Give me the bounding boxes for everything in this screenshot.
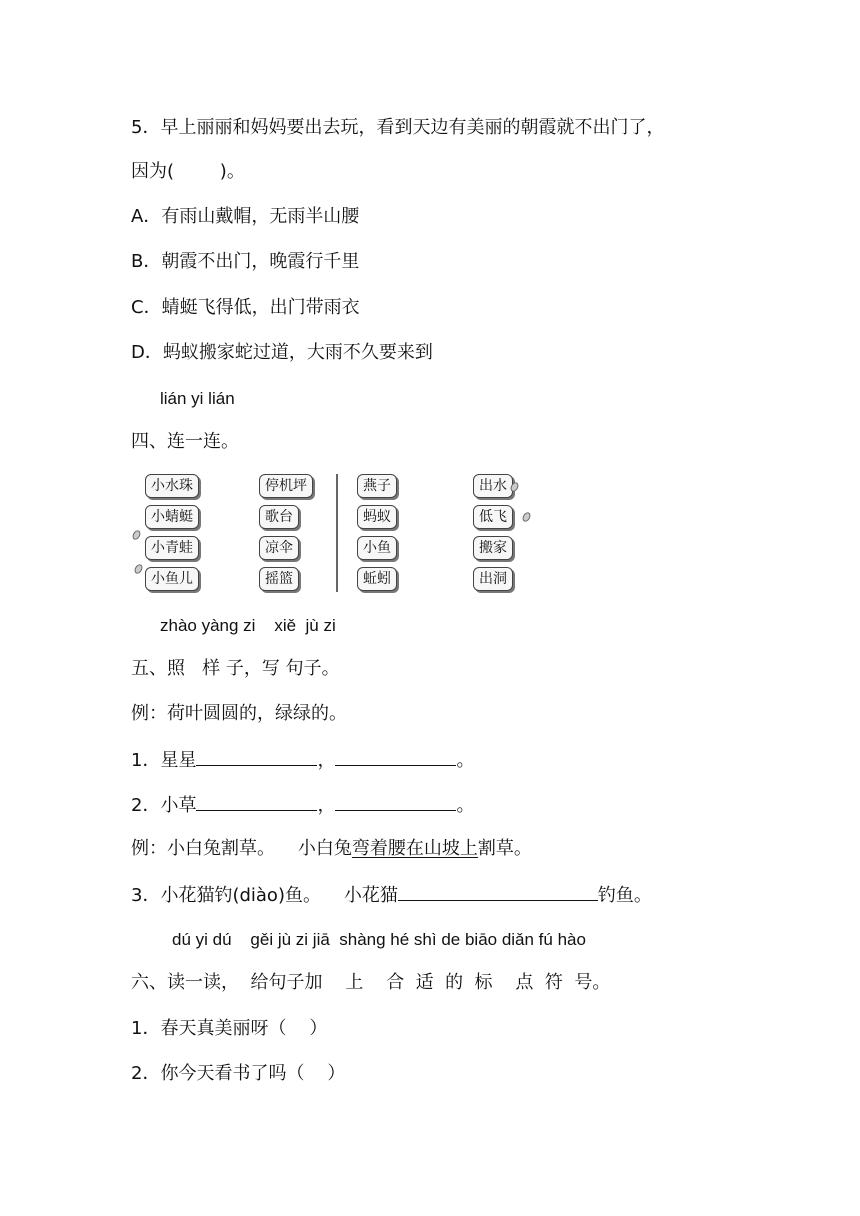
section6-title: 六、读一读， 给句子加 上 合 适 的 标 点 符 号。 <box>131 972 611 993</box>
section6-item-1: 1．春天真美丽呀（ ） <box>131 1018 328 1039</box>
answer-blank[interactable] <box>196 747 317 766</box>
example-2-end: 割草。 <box>477 838 532 859</box>
q5-option-b: B．朝霞不出门，晚霞行千里 <box>131 251 360 272</box>
item-3 <box>131 882 652 908</box>
section4-title: 四、连一连。 <box>131 431 239 452</box>
item-2 <box>131 792 474 818</box>
matching-exercise <box>135 468 530 596</box>
comma: ， <box>317 750 336 771</box>
section5-pinyin: zhào yàng zi xiě jù zi <box>160 616 336 635</box>
comma: ， <box>317 795 336 816</box>
section4-pinyin: lián yi lián <box>160 389 235 408</box>
match-left-item[interactable]: 小鱼 <box>357 536 397 560</box>
droplet-icon <box>521 511 532 523</box>
match-left-item[interactable]: 小蜻蜓 <box>145 505 199 529</box>
example-2-underlined: 弯着腰在山坡上 <box>351 838 478 859</box>
match-left-item[interactable]: 燕子 <box>357 474 397 498</box>
example-2 <box>131 837 532 861</box>
section5-title: 五、照 样 子，写 句子。 <box>131 658 340 679</box>
section6-item-2: 2．你今天看书了吗（ ） <box>131 1063 346 1084</box>
example-2-text: 例：小白兔割草。 小白兔 <box>131 838 352 859</box>
droplet-icon <box>131 529 142 541</box>
period: 。 <box>456 750 475 771</box>
item-3-text: 3．小花猫钓(diào)鱼。 小花猫 <box>131 885 398 906</box>
match-right-item[interactable]: 出洞 <box>473 567 513 591</box>
match-right-item[interactable]: 停机坪 <box>259 474 313 498</box>
match-left-item[interactable]: 小鱼儿 <box>145 567 199 591</box>
match-left-item[interactable]: 蚯蚓 <box>357 567 397 591</box>
match-left-item[interactable]: 蚂蚁 <box>357 505 397 529</box>
example-1: 例：荷叶圆圆的，绿绿的。 <box>131 703 347 724</box>
q5-line-2: 因为( )。 <box>131 161 245 182</box>
item-3-end: 钓鱼。 <box>597 885 652 906</box>
answer-blank[interactable] <box>398 882 598 901</box>
match-right-item[interactable]: 摇篮 <box>259 567 299 591</box>
answer-blank[interactable] <box>335 747 456 766</box>
match-left-item[interactable]: 小水珠 <box>145 474 199 498</box>
match-right-item[interactable]: 搬家 <box>473 536 513 560</box>
period: 。 <box>456 795 475 816</box>
match-left-item[interactable]: 小青蛙 <box>145 536 199 560</box>
q5-option-c: C．蜻蜓飞得低，出门带雨衣 <box>131 297 360 318</box>
answer-blank[interactable] <box>335 792 456 811</box>
q5-option-d: D．蚂蚁搬家蛇过道，大雨不久要来到 <box>131 342 433 363</box>
item-1 <box>131 747 474 773</box>
q5-line-1: 5．早上丽丽和妈妈要出去玩，看到天边有美丽的朝霞就不出门了， <box>131 117 665 138</box>
droplet-icon <box>133 563 144 575</box>
match-right-item[interactable]: 出水 <box>473 474 513 498</box>
item-1-label: 1．星星 <box>131 750 197 771</box>
match-divider <box>336 474 338 592</box>
q5-option-a: A．有雨山戴帽，无雨半山腰 <box>131 206 360 227</box>
item-2-label: 2．小草 <box>131 795 197 816</box>
match-right-item[interactable]: 歌台 <box>259 505 299 529</box>
answer-blank[interactable] <box>196 792 317 811</box>
match-right-item[interactable]: 低飞 <box>473 505 513 529</box>
match-right-item[interactable]: 凉伞 <box>259 536 299 560</box>
section6-pinyin: dú yi dú gěi jù zi jiā shàng hé shì de biāo diǎn fú hào <box>172 930 586 949</box>
